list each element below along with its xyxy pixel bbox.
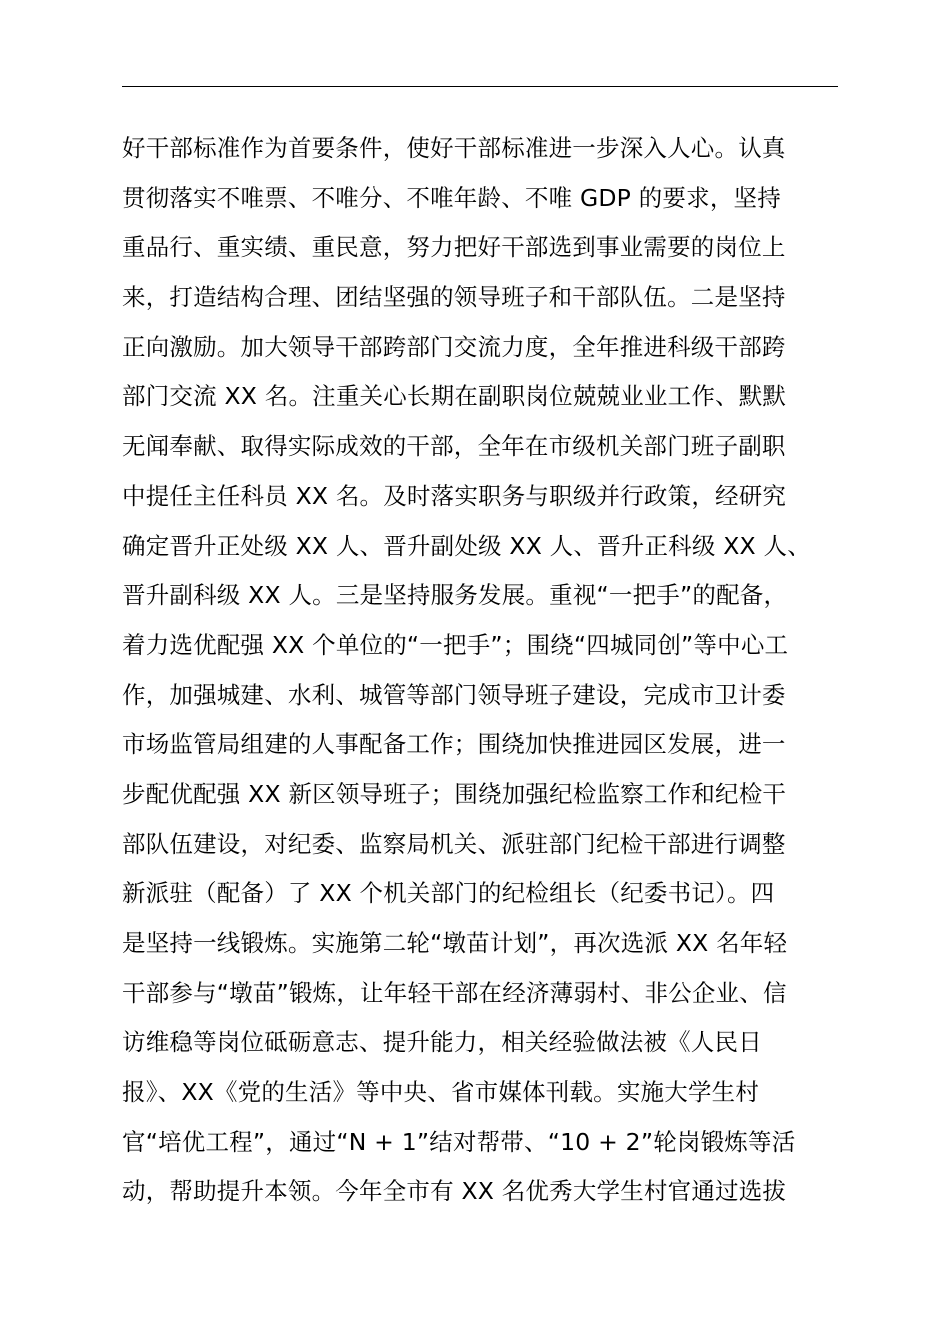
text-line: 正向激励。加大领导干部跨部门交流力度，全年推进科级干部跨 xyxy=(122,332,786,361)
text-line: 着力选优配强 XX 个单位的“一把手”；围绕“四城同创”等中心工 xyxy=(122,630,789,659)
text-line: 是坚持一线锻炼。实施第二轮“墩苗计划”，再次选派 XX 名年轻 xyxy=(122,929,788,957)
text-line: 动，帮助提升本领。今年全市有 XX 名优秀大学生村官通过选拔 xyxy=(122,1177,787,1206)
text-line: 报》、XX《党的生活》等中央、省市媒体刊载。实施大学生村 xyxy=(122,1078,760,1107)
text-line: 好干部标准作为首要条件，使好干部标准进一步深入人心。认真 xyxy=(122,134,786,162)
text-line: 干部参与“墩苗”锻炼，让年轻干部在经济薄弱村、非公企业、信 xyxy=(122,978,787,1007)
text-line: 部队伍建设，对纪委、监察局机关、派驻部门纪检干部进行调整 xyxy=(122,829,786,858)
text-line: 晋升副科级 XX 人。三是坚持服务发展。重视“一把手”的配备， xyxy=(122,581,788,610)
text-line: 访维稳等岗位砥砺意志、提升能力，相关经验做法被《人民日 xyxy=(122,1028,762,1057)
text-line: 作，加强城建、水利、城管等部门领导班子建设，完成市卫计委 xyxy=(122,680,786,709)
text-line: 部门交流 XX 名。注重关心长期在副职岗位兢兢业业工作、默默 xyxy=(122,382,787,411)
text-line: 中提任主任科员 XX 名。及时落实职务与职级并行政策，经研究 xyxy=(122,481,787,510)
text-line: 无闻奉献、取得实际成效的干部，全年在市级机关部门班子副职 xyxy=(122,432,786,461)
text-line: 来，打造结构合理、团结坚强的领导班子和干部队伍。二是坚持 xyxy=(122,283,786,312)
text-line: 步配优配强 XX 新区领导班子；围绕加强纪检监察工作和纪检干 xyxy=(122,779,787,808)
text-line: 重品行、重实绩、重民意，努力把好干部选到事业需要的岗位上 xyxy=(122,233,786,262)
body-paragraph xyxy=(122,124,852,1217)
text-line: 市场监管局组建的人事配备工作；围绕加快推进园区发展，进一 xyxy=(122,730,786,759)
text-line: 贯彻落实不唯票、不唯分、不唯年龄、不唯 GDP 的要求，坚持 xyxy=(122,183,781,212)
text-line: 新派驻（配备）了 XX 个机关部门的纪检组长（纪委书记）。四 xyxy=(122,879,775,908)
text-line: 确定晋升正处级 XX 人、晋升副处级 XX 人、晋升正科级 XX 人、 xyxy=(122,531,811,560)
header-rule xyxy=(122,86,838,87)
text-line: 官“培优工程”，通过“N + 1”结对帮带、“10 + 2”轮岗锻炼等活 xyxy=(122,1127,796,1156)
